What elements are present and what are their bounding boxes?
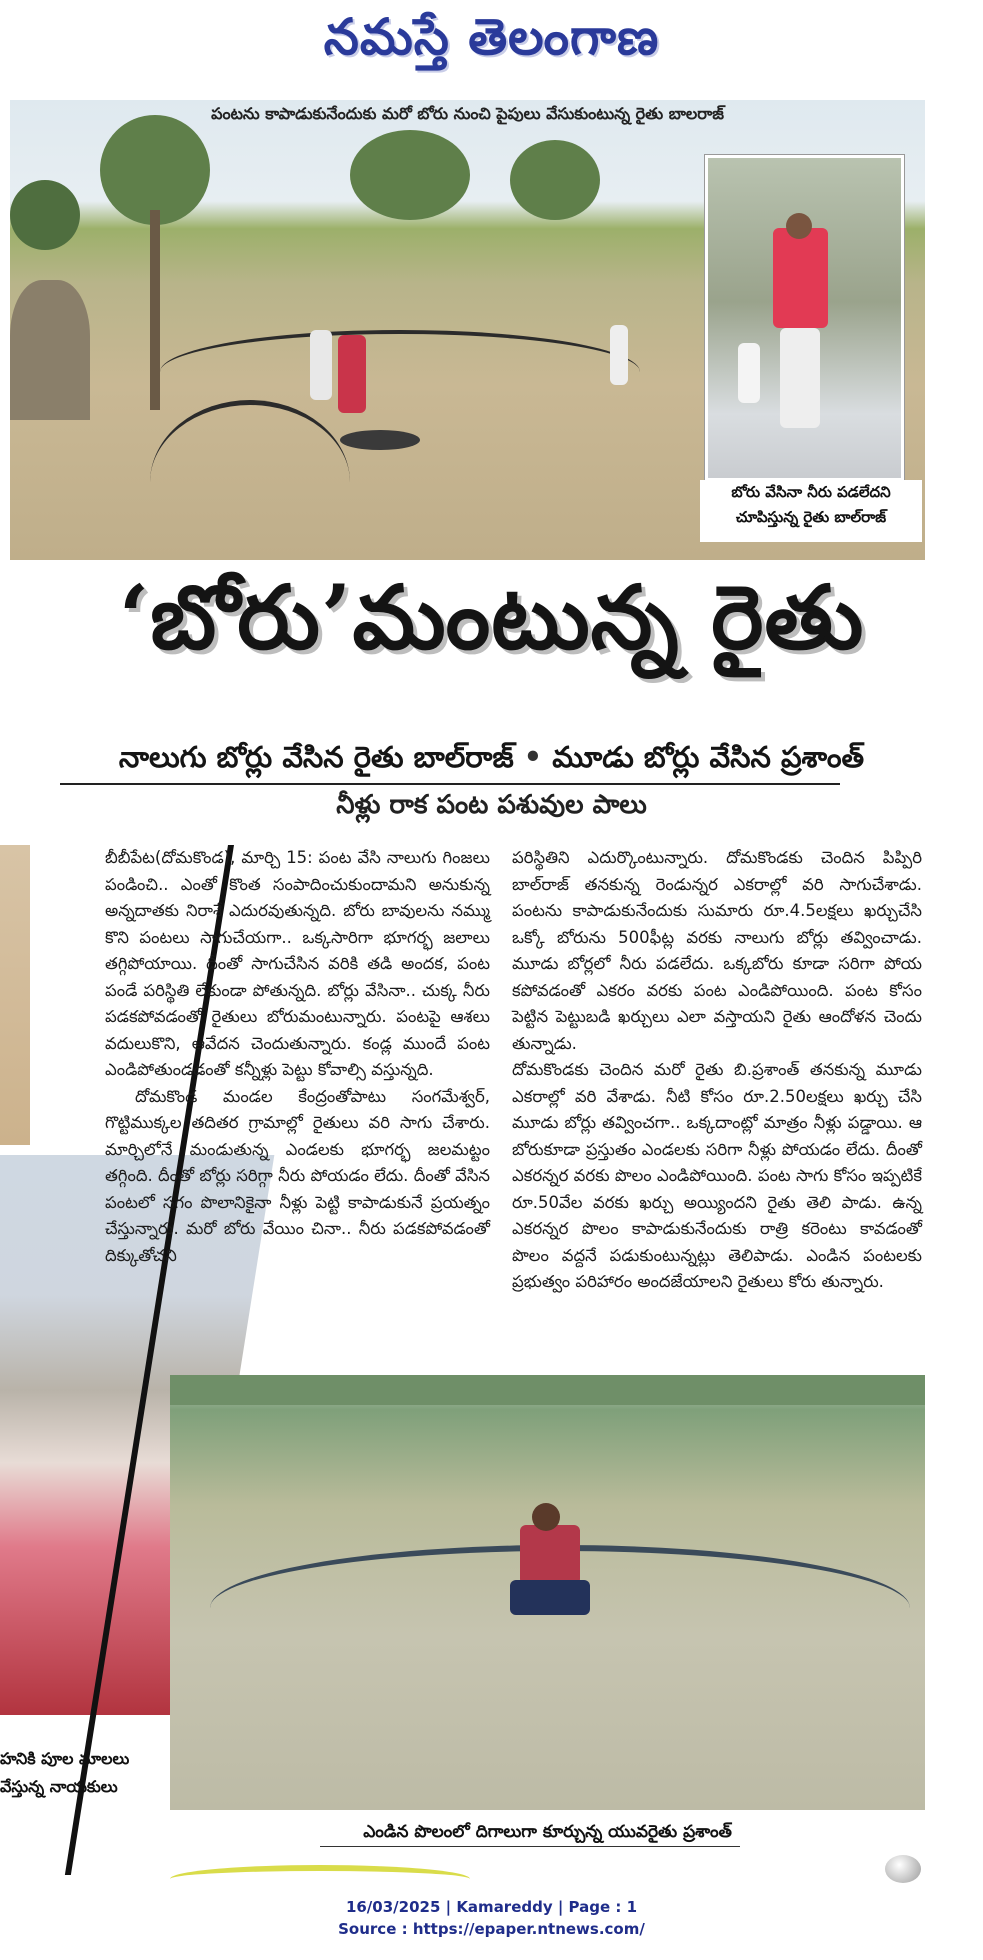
footer [0,1896,983,1940]
farmer-balraj-figure [773,228,828,328]
footer-source: Source : https://epaper.ntnews.com/ [338,1920,645,1938]
left-strip-top-photo [0,845,30,1145]
haystack [10,280,90,420]
article-column-2 [512,845,922,1296]
distant-field [170,1375,925,1405]
subheadline-part1: నాలుగు బోర్లు వేసిన రైతు బాల్‌రాజ్ [118,740,514,774]
footer-date-edition: 16/03/2025 | Kamareddy | Page : 1 [345,1898,638,1916]
debris [340,430,420,450]
left-strip-caption-line2: వేస్తున్న నాయకులు [0,1777,118,1796]
inset-caption-line2: చూపిస్తున్న రైతు బాల్‌రాజ్ [735,508,887,526]
subheadline-part2: మూడు బోర్లు వేసిన ప్రశాంత్ [552,740,865,774]
tree-trunk [150,210,160,410]
left-strip-caption-line1: హనికి పూల మాలలు [0,1749,130,1768]
farmer-figure [338,335,366,413]
column1-paragraph2: దోమకొండ మండల కేంద్రంతోపాటు సంగమేశ్వర్, గొట్టిముక్కల తదితర గ్రామాల్లో రైతులు వరి సాగు చేశారు. మార్చిలోనే మండుతున్న ఎండలకు భూగర్భ జలమట్టం తగ్గింది. దీంతో బోర్లు సరిగ్గా నీరు పోయడం లేదు. దీంతో వేసిన పంటలో సగం పొలానికైనా నీళ్లు పెట్టి కాపాడుకునే ప్రయత్నం చేస్తున్నారు. మరో బోరు వేయిం చినా.. నీరు పడకపోవడంతో దిక్కుతోచని [105,1086,490,1265]
top-photo-caption: పంటను కాపాడుకునేందుకు మరో బోరు నుంచి పైపులు వేసుకుంటున్న రైతు బాలరాజ్ [211,104,724,123]
article-column-1 [105,845,490,1269]
subheadline-line2: నీళ్లు రాక పంట పశువుల పాలు [336,790,647,820]
column2-paragraph2: దోమకొండకు చెందిన మరో రైతు బి.ప్రశాంత్ తనకున్న మూడు ఎకరాల్లో వరి వేశాడు. నీటి కోసం రూ.2.50లక్షలు ఖర్చు చేసి మూడు బోర్లు తవ్వించగా.. ఒక్కదాంట్లో మాత్రం నీళ్లు పడ్డాయి. ఆ బోరుకూడా ప్రస్తుతం ఎండలకు సరిగా నీళ్లు పోయడం లేదు. దీంతో ఎకరన్నర వరకు పొలం ఎండిపోయింది. పంట సాగు కోసం ఇప్పటికే రూ.50వేల వరకు ఖర్చు అయ్యిందని రైతు తెలి పాడు. ఉన్న ఎకరన్నర పొలం కాపాడుకునేందుకు రాత్రి కరెంటు కావడంతో పొలం వద్దనే పడుకుంటున్నట్లు తెలిపాడు. ఎండిన పంటలకు ప్రభుత్వం పరిహారం అందజేయాలని రైతులు కోరు తున్నారు. [512,1060,922,1291]
inset-photo [705,155,904,481]
pipe-shape [150,400,350,560]
farmer-trousers [510,1580,590,1615]
borewell-pipe [738,343,760,403]
bottom-photo [170,1375,925,1810]
headline: ‘బోరు’మంటున్న రైతు [118,565,865,669]
tree-shape [10,180,80,250]
farmer-prashanth-figure [520,1525,580,1585]
bottom-photo-caption: ఎండిన పొలంలో దిగాలుగా కూర్చున్న యువరైతు ప్రశాంత్ [363,1822,732,1842]
subheadline [0,740,983,782]
inset-caption-line1: బోరు వేసినా నీరు పడలేదని [731,483,891,501]
farmer-figure [310,330,332,400]
decor-ball [885,1855,921,1883]
tree-shape [350,130,470,220]
tree-shape [510,140,600,220]
farmer-trousers [780,328,820,428]
tree-shape [100,115,210,225]
subheadline-rule [60,783,840,785]
masthead-title: నమస్తే తెలంగాణ [323,8,660,66]
subheadline-separator: • [523,740,543,774]
column2-paragraph1: పరిస్థితిని ఎదుర్కొంటున్నారు. దోమకొండకు చెందిన పిప్పిరి బాల్‌రాజ్ తనకున్న రెండున్నర ఎకరాల్లో వరి సాగుచేశాడు. పంటను కాపాడుకునేందుకు సుమారు రూ.4.5లక్షలు ఖర్చుచేసి ఒక్కో బోరును 500ఫీట్ల వరకు నాలుగు బోర్లు తవ్వించాడు. మూడు బోర్లలో నీరు పడలేదు. ఒక్కబోరు కూడా సరిగా పోయ కపోవడంతో ఎకరం వరకు పంట ఎండిపోయింది. పంట కోసం పెట్టిన పెట్టుబడి ఖర్చులు ఎలా వస్తాయని రైతు ఆందోళన చెందు తున్నాడు. [512,848,922,1053]
bottom-caption-rule [320,1846,740,1847]
footer-decor-arc [170,1865,470,1893]
column1-paragraph1: బీబీపేట(దోమకొండ), మార్చి 15: పంట వేసి నాలుగు గింజలు పండించి.. ఎంతో కొంత సంపాదించుకుందామని అనుకున్న అన్నదాతకు నిరాశే ఎదురవుతున్నది. బోరు బావులను నమ్ము కొని పంటలు సాగుచేయగా.. ఒక్కసారిగా భూగర్భ జలాలు తగ్గిపోయాయి. దీంతో సాగుచేసిన వరికి తడి అందక, పంట పండే పరిస్థితి లేకుండా పోతున్నది. బోర్లు వేసినా.. చుక్క నీరు పడకపోవడంతో రైతులు బోరుమంటున్నారు. పంటపై ఆశలు వదులుకొని, ఆవేదన చెందుతున్నారు. కండ్ల ముందే పంట ఎండిపోతుండడంతో కన్నీళ్లు పెట్టు కోవాల్సి వస్తున్నది. [105,848,490,1079]
farmer-head [532,1503,560,1531]
inset-caption [700,480,922,542]
farmer-head [786,213,812,239]
farmer-figure [610,325,628,385]
